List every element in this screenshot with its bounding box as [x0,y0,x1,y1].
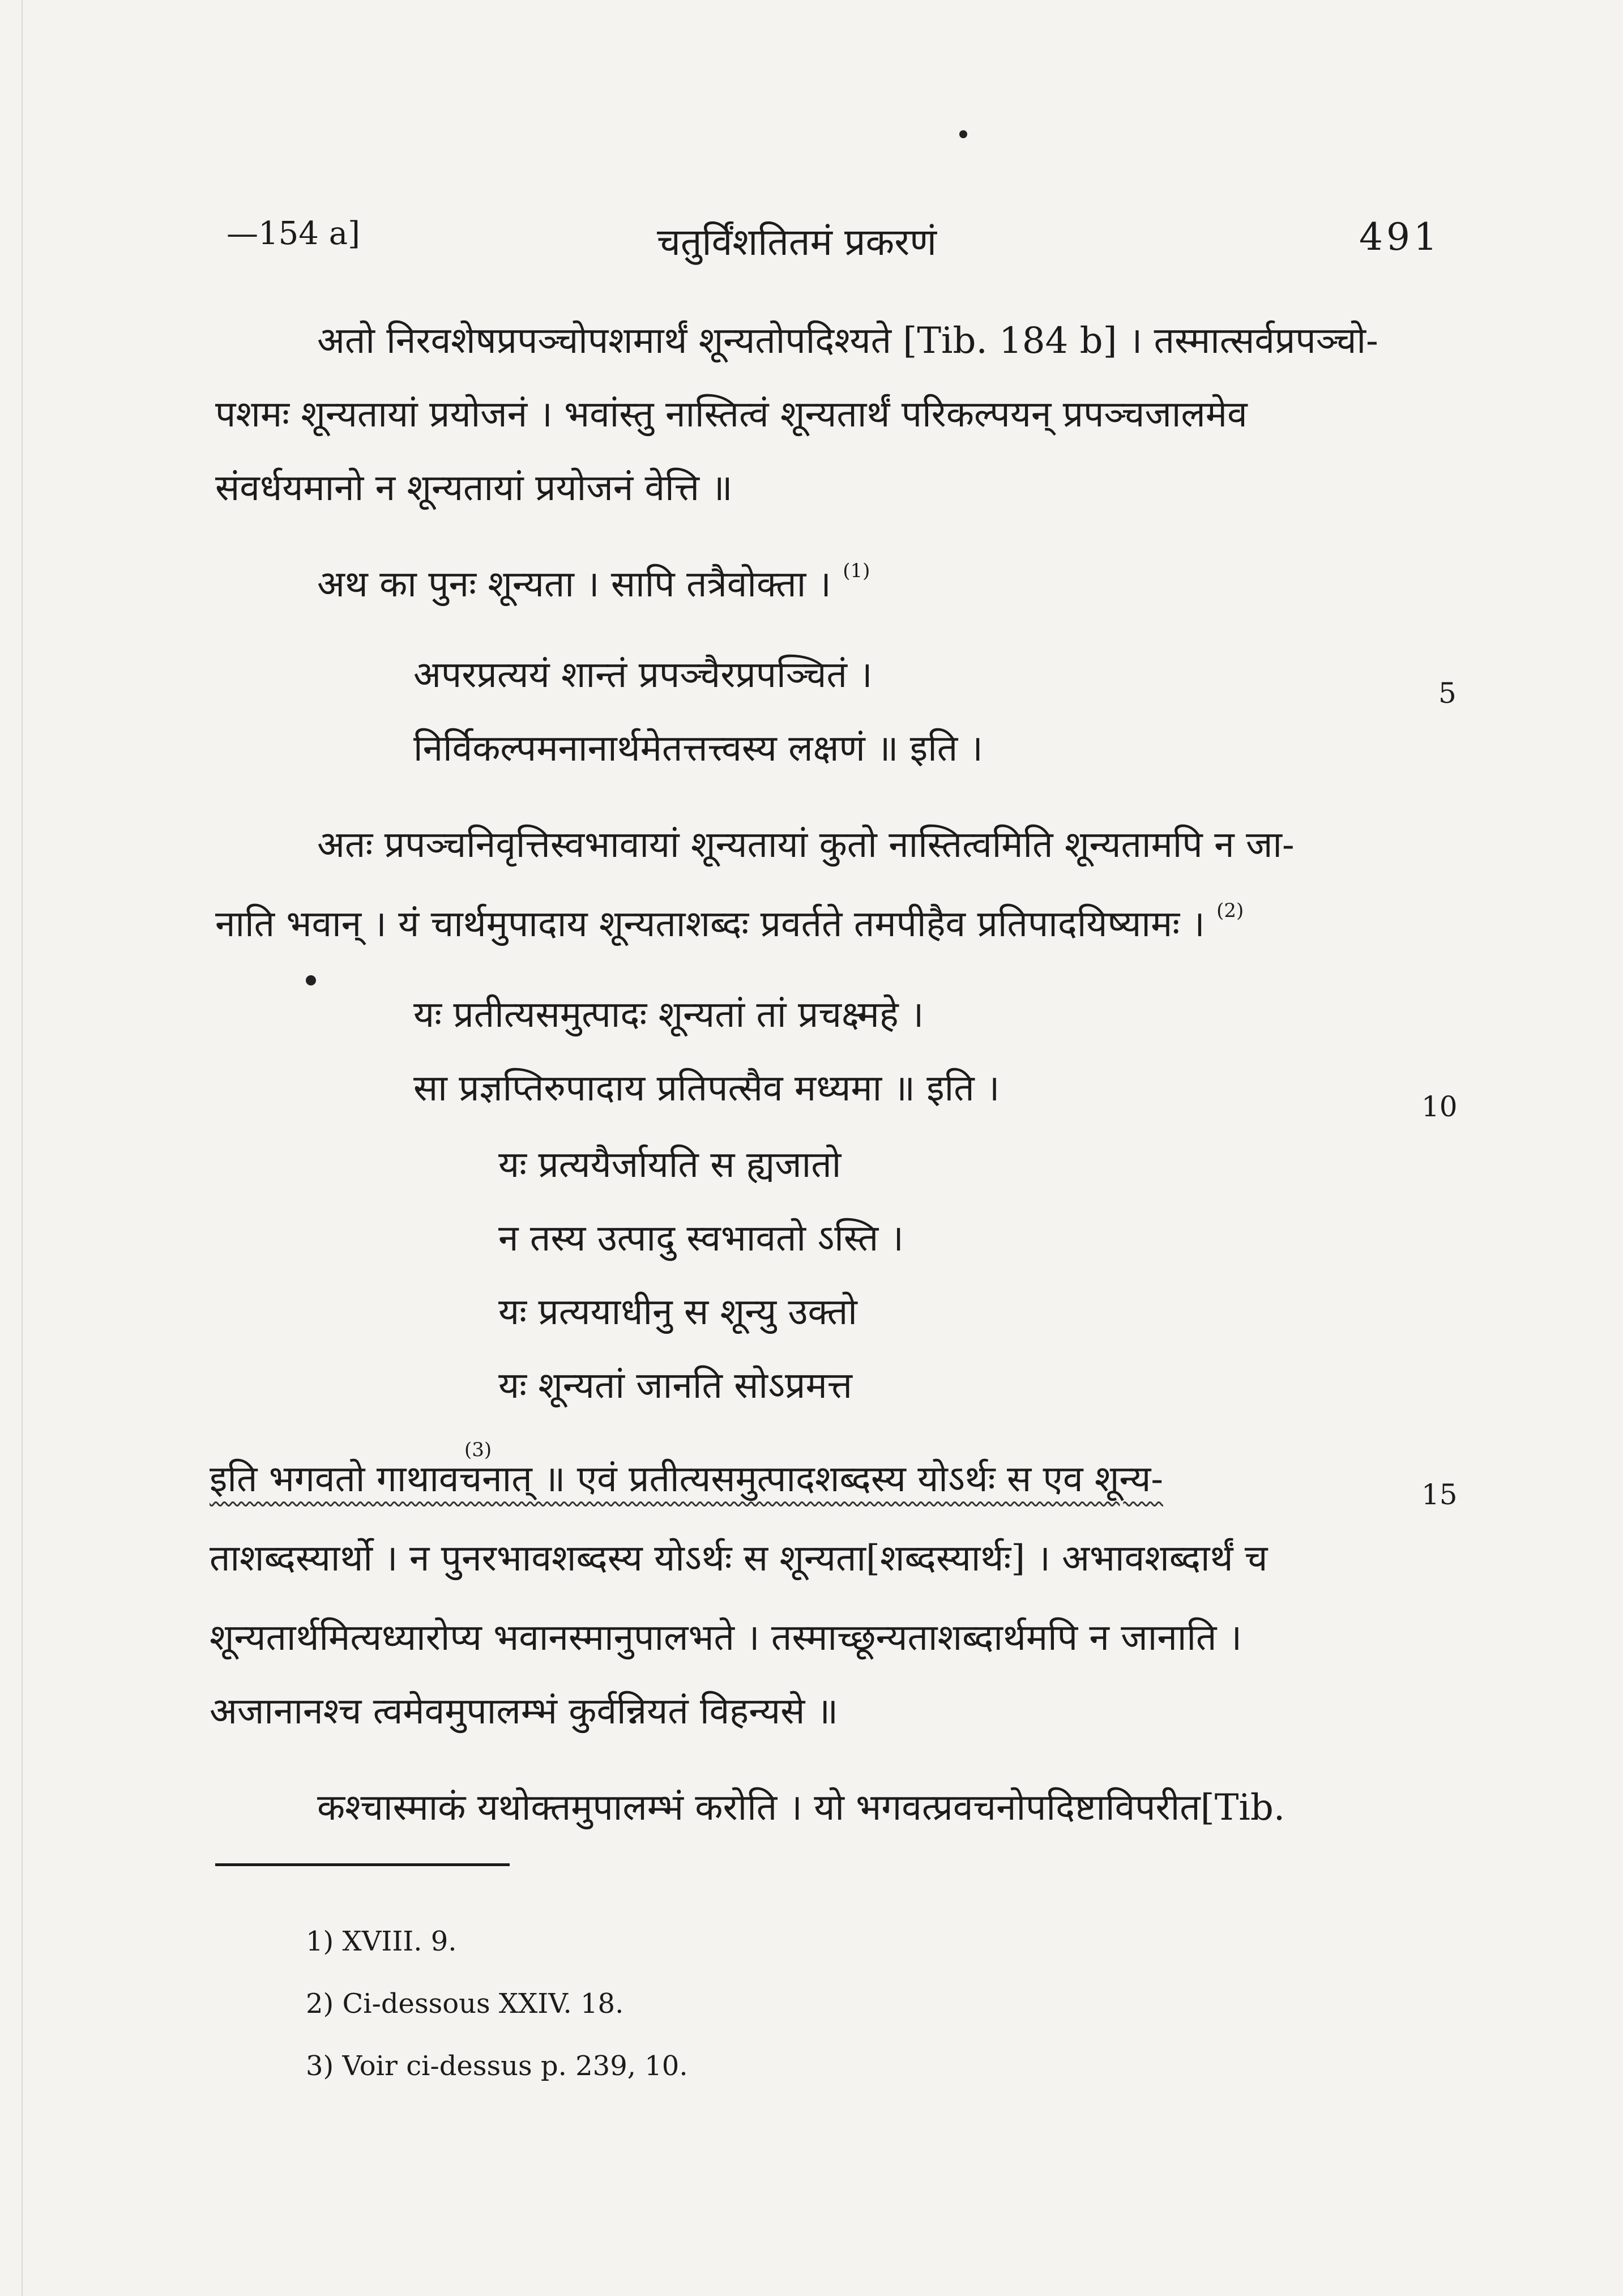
verse-line: निर्विकल्पमनानार्थमेतत्तत्त्वस्य लक्षणं ॥ इति । [413,728,983,770]
text-segment: अथ का पुनः शून्यता । सापि तत्रैवोक्ता । [317,564,831,605]
line-number: 5 [1438,677,1457,710]
text-line [317,560,870,605]
line-number: 15 [1421,1478,1458,1511]
text-line: अतो निरवशेषप्रपञ्चोपशमार्थं शून्यतोपदिश्यते [Tib. 184 b] । तस्मात्सर्वप्रपञ्चो- [317,320,1378,362]
text-line: इति भगवतो गाथावचनात् ॥ एवं प्रतीत्यसमुत्पादशब्दस्य योऽर्थः स एव शून्य- [210,1458,1164,1500]
verse-line: यः प्रत्ययाधीनु स शून्यु उक्तो [498,1291,857,1333]
text-segment: नाति भवान् । यं चार्थमुपादाय शून्यताशब्दः प्रवर्तते तमपीहैव प्रतिपादयिष्यामः । [215,903,1205,945]
text-line: ताशब्दस्यार्थो । न पुनरभावशब्दस्य योऽर्थः स शून्यता[शब्दस्यार्थः] । अभावशब्दार्थं च [210,1538,1268,1580]
page-number: 491 [1359,215,1441,259]
verse-line: यः शून्यतां जानति सोऽप्रमत्त [498,1365,852,1407]
text-line: अजानानश्च त्वमेवमुपालम्भं कुर्वन्नियतं विहन्यसे ॥ [210,1691,839,1732]
running-head-ref: —154 a] [227,215,360,252]
footnote: 3) Voir ci-dessus p. 239, 10. [306,2050,688,2082]
verse-line: यः प्रतीत्यसमुत्पादः शून्यतां तां प्रचक्ष्महे । [413,994,924,1036]
text-line: कश्चास्माकं यथोक्तमुपालम्भं करोति । यो भगवत्प्रवचनोपदिष्टाविपरीत[Tib. [317,1787,1285,1829]
verse-line: न तस्य उत्पादु स्वभावतो ऽस्ति । [498,1218,904,1260]
text-line [215,899,1244,945]
text-line: संवर्धयमानो न शून्यतायां प्रयोजनं वेत्ति ॥ [215,467,733,509]
footnote-ref: (1) [843,560,870,582]
running-head-title: चतुर्विंशतितमं प्रकरणं [657,220,937,264]
ink-speck [959,130,967,138]
ink-speck [306,975,316,985]
footnote-ref: (3) [464,1439,492,1461]
verse-line: सा प्रज्ञप्तिरुपादाय प्रतिपत्सैव मध्यमा ॥ इति । [413,1068,1000,1109]
text-line: शून्यतार्थमित्यध्यारोप्य भवानस्मानुपालभते । तस्माच्छून्यताशब्दार्थमपि न जानाति । [210,1617,1242,1659]
line-number: 10 [1421,1090,1458,1123]
footnote: 1) XVIII. 9. [306,1926,457,1957]
footnote-rule [215,1863,510,1866]
footnote: 2) Ci-dessous XXIV. 18. [306,1988,624,2020]
footnote-ref: (2) [1216,899,1244,922]
page-edge [22,0,23,2296]
verse-line: यः प्रत्ययैर्जायति स ह्यजातो [498,1144,842,1186]
verse-line: अपरप्रत्ययं शान्तं प्रपञ्चैरप्रपञ्चितं । [413,654,873,696]
text-line: पशमः शून्यतायां प्रयोजनं । भवांस्तु नास्तित्वं शून्यतार्थं परिकल्पयन् प्रपञ्चजालमेव [215,394,1248,436]
text-line: अतः प्रपञ्चनिवृत्तिस्वभावायां शून्यतायां कुतो नास्तित्वमिति शून्यतामपि न जा- [317,824,1295,866]
